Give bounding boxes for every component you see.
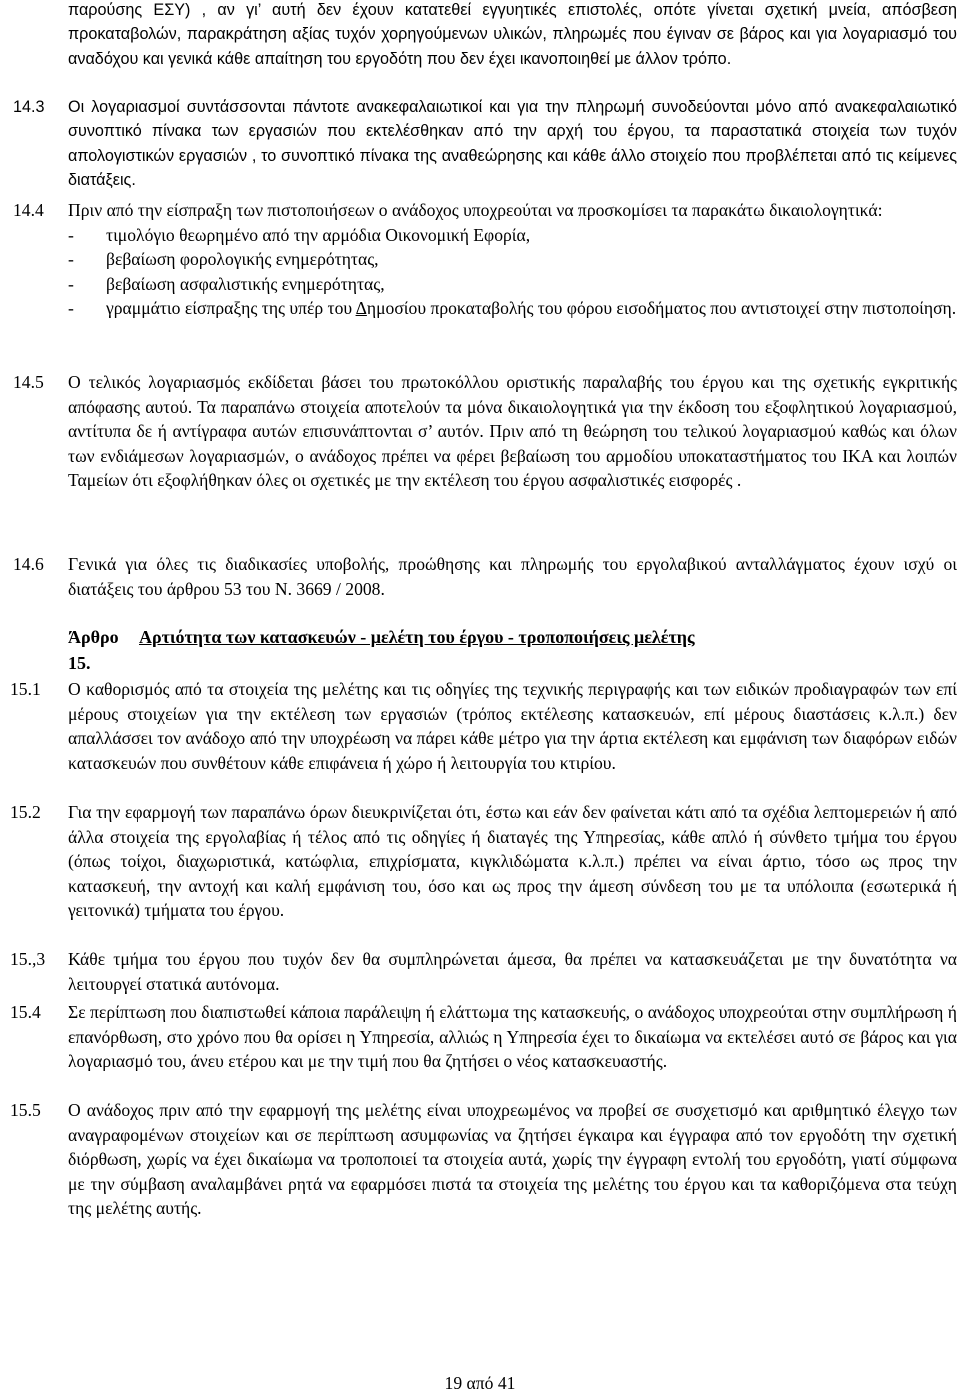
list-item	[68, 296, 957, 321]
paragraph-15-2	[10, 800, 957, 923]
paragraph-number: 14.5	[13, 372, 44, 392]
paragraph-number: 14.4	[13, 200, 44, 220]
list-dash: -	[68, 273, 74, 294]
paragraph-number: 15.4	[10, 1002, 41, 1022]
paragraph-number: 15.5	[10, 1100, 41, 1120]
article-number: Άρθρο 15.	[68, 627, 119, 673]
paragraph-text: Γενικά για όλες τις διαδικασίες υποβολής, προώθησης και πληρωμής του εργολαβικού ανταλλάγματος έχουν ισχύ οι διατάξεις του άρθρου 53 του Ν. 3669 / 2008.	[68, 554, 957, 599]
list-item-text	[106, 296, 957, 321]
underlined-letter: Δ	[355, 298, 367, 318]
article-heading	[68, 624, 948, 676]
paragraph-text: Ο τελικός λογαριασμός εκδίδεται βάσει του πρωτοκόλλου οριστικής παραλαβής του έργου και της σχετικής εγκριτικής απόφασης αυτού. Τα παραπάνω στοιχεία αποτελούν τα μόνα δικαιολογητικά για την έκδοση του εξοφλητικού λογαριασμού, αντίτυπα δε ή αντίγραφα αυτών επισυνάπτονται σ’ αυτόν. Πριν από τη θεώρηση του τελικού λογαριασμού καθώς και όλων των ενδιάμεσων λογαριασμών, ο ανάδοχος πρέπει να φέρει βεβαίωση του αρμοδίου υποκαταστήματος του ΙΚΑ και λοιπών Ταμείων ότι εξοφλήθηκαν όλες οι σχετικές με την εκτέλεση του έργου ασφαλιστικές εισφορές .	[68, 372, 957, 490]
paragraph-text: Για την εφαρμογή των παραπάνω όρων διευκρινίζεται ότι, έστω και εάν δεν φαίνεται κάτι από τα σχέδια λεπτομερειών ή από άλλα στοιχεία της εργολαβίας ή τέλος από τις οδηγίες ή διαταγές της Υπηρεσίας, κάθε απλό ή σύνθετο τμήμα του έργου (όπως τοίχοι, διαχωριστικά, κατώφλια, επιχρίσματα, κιγκλιδώματα κ.λ.π.) πρέπει να είναι άρτιο, τόσο ως προς την κατασκευή, την αντοχή και καλή εμφάνιση του, όσο και ως προς την άμεση σύνδεση του με τα υπόλοιπα (εσωτερικά ή γειτονικά) τμήματα του έργου.	[68, 802, 957, 920]
list-item-text: τιμολόγιο θεωρημένο από την αρμόδια Οικονομική Εφορία,	[106, 224, 531, 245]
intro-text: παρούσης ΕΣΥ) , αν γι’ αυτή δεν έχουν κατατεθεί εγγυητικές επιστολές, οπότε γίνεται σχετική μνεία, απόσβεση προκαταβολών, παρακράτηση αξίας τυχόν χορηγούμενων υλικών, πληρωμές που έγιναν σε βάρος και για λογαριασμό του αναδόχου και γενικά κάθε απαίτηση του εργοδότη που δεν έχει ικανοποιηθεί με άλλον τρόπο.	[68, 1, 957, 68]
paragraph-text: Πριν από την είσπραξη των πιστοποιήσεων ο ανάδοχος υποχρεούται να προσκομίσει τα παρακάτω δικαιολογητικά:	[68, 200, 883, 220]
intro-paragraph	[68, 0, 957, 71]
list-item-text-end: ημοσίου προκαταβολής του φόρου εισοδήματος που αντιστοιχεί στην πιστοποίηση.	[366, 298, 957, 318]
paragraph-15-4	[10, 1000, 957, 1074]
paragraph-number: 15.2	[10, 802, 41, 822]
list-item-text: βεβαίωση ασφαλιστικής ενημερότητας,	[106, 273, 385, 294]
list-item	[68, 223, 957, 248]
paragraph-14-5	[13, 370, 957, 493]
list-dash: -	[68, 249, 74, 269]
list-dash: -	[68, 298, 74, 318]
paragraph-number: 14.6	[13, 554, 44, 574]
list-item	[68, 247, 957, 272]
list-item-text: βεβαίωση φορολογικής ενημερότητας,	[106, 249, 379, 269]
paragraph-14-4	[13, 198, 957, 321]
paragraph-15-3	[10, 947, 957, 996]
paragraph-14-3	[13, 95, 957, 192]
paragraph-number: 15.1	[10, 679, 41, 699]
paragraph-text: Σε περίπτωση που διαπιστωθεί κάποια παράλειψη ή ελάττωμα της κατασκευής, ο ανάδοχος υποχρεούται στην συμπλήρωση ή επανόρθωση, στο χρόνο που θα ορίσει η Υπηρεσία, αλλιώς η Υπηρεσία έχει το δικαίωμα να εκτελέσει αυτό σε βάρος και για λογαριασμό του, άνευ ετέρου και με την τιμή που θα ζητήσει ο νέος κατασκευαστής.	[68, 1002, 957, 1071]
paragraph-15-5	[10, 1098, 957, 1221]
list-dash: -	[68, 224, 74, 245]
paragraph-text: Ο καθορισμός από τα στοιχεία της μελέτης και τις οδηγίες της τεχνικής περιγραφής και των ειδικών προδιαγραφών των επί μέρους στοιχείων για την εκτέλεση των εργασιών (τρόπος εκτέλεσης κατασκευών, επί μέρους διαστάσεις κ.λ.π.) δεν απαλλάσσει τον ανάδοχο από την υποχρέωση να πάρει κάθε μέτρο για την άρτια εκτέλεση και εμφάνιση των διαφόρων ειδών κατασκευών που συνθέτουν κάθε επιφάνεια ή χώρο ή λειτουργία του κτιρίου.	[68, 679, 957, 773]
paragraph-text: Οι λογαριασμοί συντάσσονται πάντοτε ανακεφαλαιωτικοί και για την πληρωμή συνοδεύονται μόνο από ανακεφαλαιωτικό συνοπτικό πίνακα των εργασιών που εκτελέσθηκαν από την αρχή του έργου, τα παραστατικά στοιχεία των τυχόν απολογιστικών εργασιών , το συνοπτικό πίνακα της αναθεώρησης και κάθε άλλο στοιχείο που προβλέπεται από τις κείμενες διατάξεις.	[68, 98, 957, 189]
paragraph-14-6	[13, 552, 957, 601]
paragraph-number: 14.3	[13, 98, 45, 116]
page-number: 19 από 41	[444, 1373, 516, 1393]
paragraph-text: Ο ανάδοχος πριν από την εφαρμογή της μελέτης είναι υποχρεωμένος να προβεί σε συσχετισμό και αριθμητικό έλεγχο των αναγραφομένων στοιχείων και σε περίπτωση ασυμφωνίας να ζητήσει έγκαιρα και έγγραφα από τον εργοδότη την σχετική διόρθωση, χωρίς να έχει δικαίωμα να τροποποιεί τα στοιχεία αυτά, χωρίς την έγγραφη εντολή του εργοδότη, γιατί σύμφωνα με την σύμβαση αναλαμβάνει ρητά να εφαρμόσει πιστά τα στοιχεία της μελέτης του έργου και τα καθοριζόμενα στα τεύχη της μελέτης αυτής.	[68, 1100, 957, 1218]
paragraph-text: Κάθε τμήμα του έργου που τυχόν δεν θα συμπληρώνεται άμεσα, θα πρέπει να κατασκευάζεται με την δυνατότητα να λειτουργεί στατικά αυτόνομα.	[68, 949, 957, 994]
paragraph-body	[68, 198, 957, 321]
article-title: Αρτιότητα των κατασκευών - μελέτη του έργου - τροποποιήσεις μελέτης	[139, 627, 695, 647]
list-item	[68, 272, 957, 297]
list-item-text-start: γραμμάτιο είσπραξης της υπέρ του	[106, 298, 356, 318]
paragraph-number: 15.,3	[10, 949, 46, 969]
paragraph-15-1	[10, 677, 957, 775]
